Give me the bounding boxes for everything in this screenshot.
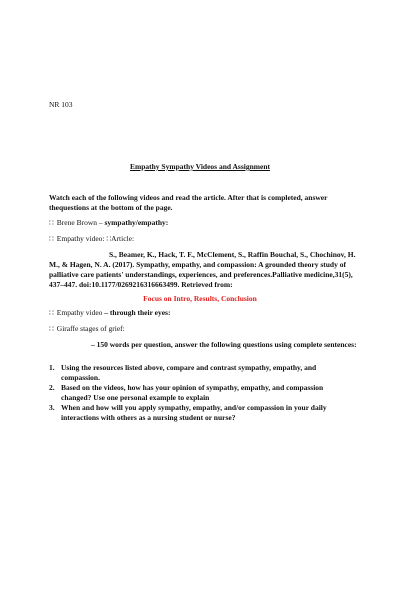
question-item [49,363,349,383]
empathy-video2-link-label[interactable]: – through their eyes: [104,308,171,317]
intro-paragraph: Watch each of the following videos and read the article. After that is completed, answer thequestions at the bottom of the page. [49,193,328,212]
empathy-video-article-label[interactable]: Empathy video: ∷Article: [56,234,135,243]
question-text: Based on the videos, how has your opinion of sympathy, empathy, and compassion changed? Use one personal example to explain [61,383,324,402]
bullet-icon: ∷ [49,308,54,317]
list-item-empathy-video-2 [49,308,170,318]
question-text: When and how will you apply sympathy, empathy, and/or compassion in your daily interactions with others as a nursing student or nurse? [61,403,327,422]
empathy-video2-prefix: Empathy video [56,308,105,317]
question-number: 2. [49,383,55,392]
list-item-empathy-video [49,234,134,244]
course-code: NR 103 [49,100,73,109]
giraffe-link-label[interactable]: Giraffe stages of grief: [56,324,125,333]
prompt-text: – 150 words per question, answer the following questions using complete sentences: [91,340,357,349]
question-item [49,403,349,423]
assignment-title: Empathy Sympathy Videos and Assignment [129,162,271,171]
list-item-brene-brown [49,218,168,228]
question-number: 1. [49,363,55,372]
question-number: 3. [49,403,55,412]
bullet-icon: ∷ [49,234,54,243]
question-item [49,383,349,403]
question-text: Using the resources listed above, compare and contrast sympathy, empathy, and compassion. [61,363,317,382]
citation-text: S., Beamer, K., Hack, T. F., McClement, S., Raffin Bouchal, S., Chochinov, H. M., & Hagen, N. A. (2017). Sympathy, empathy, and compassion: A grounded theory study of palliative care patients' understandings, experiences, and preferences.Palliative medicine,31(5), 437–447. doi:10.1177/0269216316663499. Retrieved from: [49,250,356,289]
list-item-giraffe [49,324,125,334]
bullet-icon: ∷ [49,324,54,333]
focus-note: Focus on Intro, Results, Conclusion [143,294,257,303]
article-citation [49,250,359,290]
questions-prompt [49,340,359,350]
questions-list [49,363,349,423]
bullet-icon: ∷ [49,218,54,227]
brene-link-label[interactable]: sympathy/empathy: [104,218,169,227]
brene-prefix: Brene Brown – [56,218,105,227]
